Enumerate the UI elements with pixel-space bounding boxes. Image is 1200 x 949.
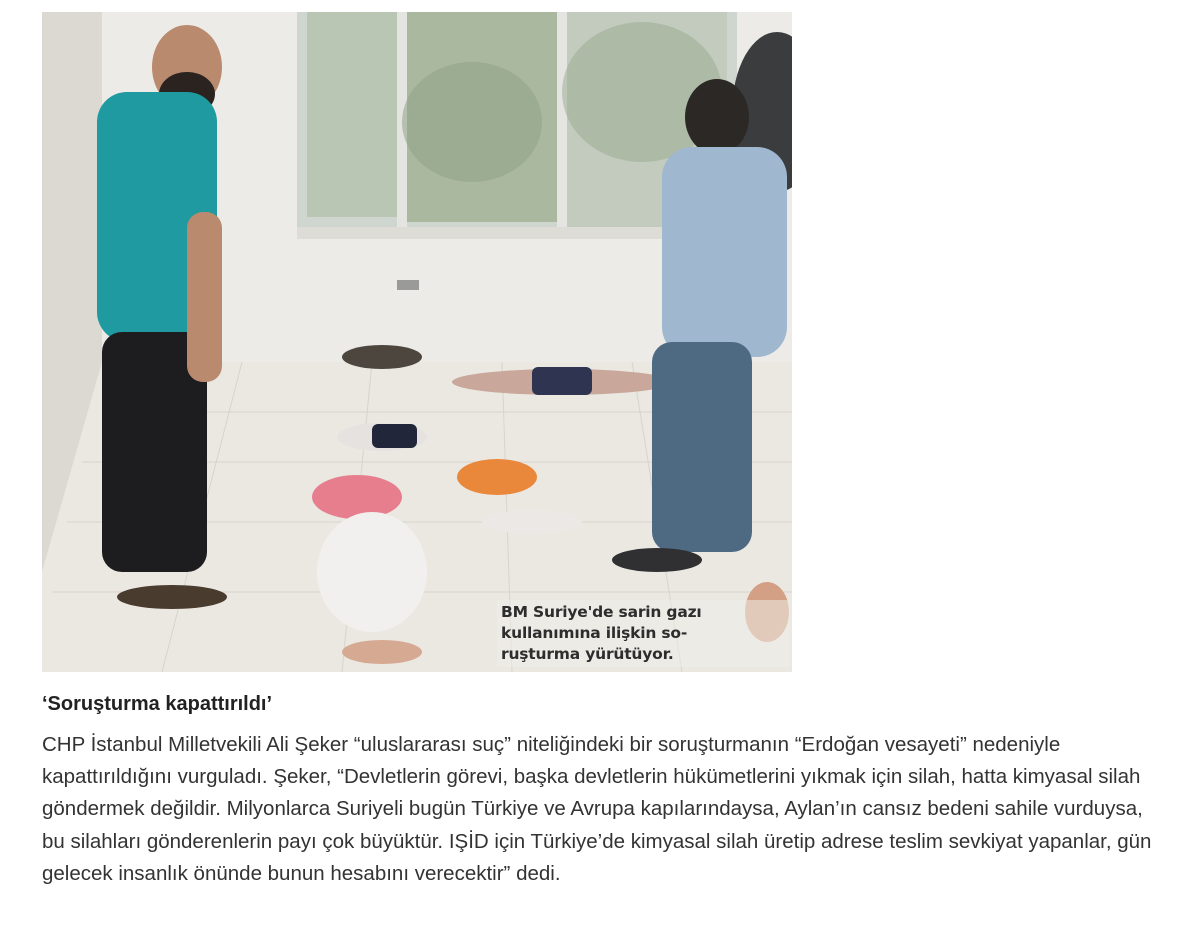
news-photo-illustration [42, 12, 792, 672]
article [42, 12, 1162, 890]
article-paragraph: CHP İstanbul Milletvekili Ali Şeker “uluslararası suç” niteliğindeki bir soruşturmanın “Erdoğan vesayeti” nedeniyle kapattırıldığını vurguladı. Şeker, “Devletlerin görevi, başka devletlerin hükümetlerini yıkmak için silah, hatta kimyasal silah göndermek değildir. Milyonlarca Suriyeli bugün Türkiye ve Avrupa kapılarındaysa, Aylan’ın cansız bedeni sahile vurduysa, bu silahları gönderenlerin payı çok büyüktür. IŞİD için Türkiye’de kimyasal silah üretip adrese teslim sevkiyat yapanlar, gün gelecek insanlık önünde bunun hesabını verecektir” dedi. [42, 733, 1152, 885]
news-photo [42, 12, 792, 672]
article-subheading: ‘Soruşturma kapattırıldı’ [42, 693, 273, 715]
photo-caption: BM Suriye'de sarin gazı kullanımına ilişkin so- ruşturma yürütüyor. [497, 600, 790, 667]
